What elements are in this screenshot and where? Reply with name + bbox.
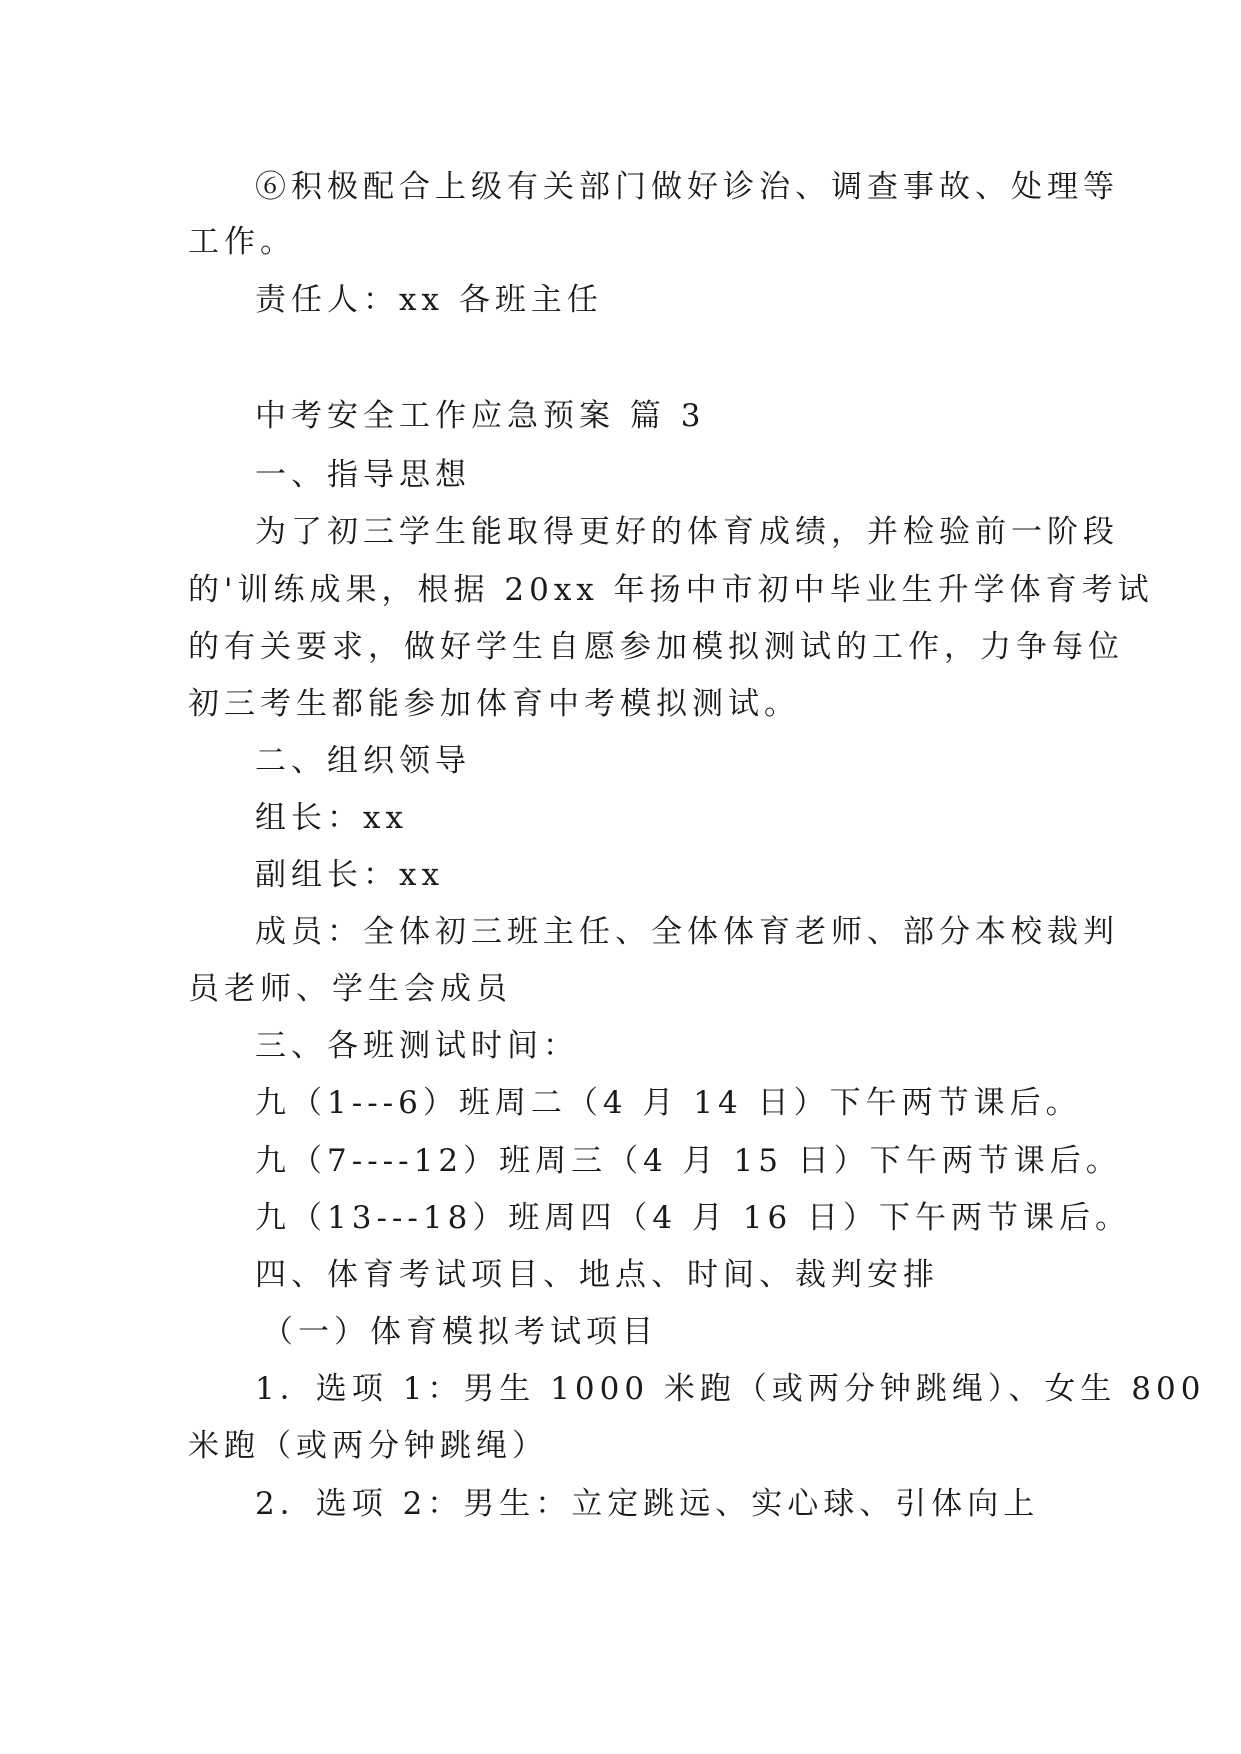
paragraph-line: 员老师、学生会成员	[188, 971, 512, 1007]
section-heading: 一、指导思想	[255, 457, 471, 493]
paragraph-line: 责任人：xx 各班主任	[255, 282, 603, 318]
paragraph-line: 九（7----12）班周三（4 月 15 日）下午两节课后。	[255, 1143, 1122, 1179]
paragraph-line: 副组长：xx	[255, 857, 444, 893]
paragraph-line: 为了初三学生能取得更好的体育成绩，并检验前一阶段	[255, 514, 1119, 550]
paragraph-line: 成员：全体初三班主任、全体体育老师、部分本校裁判	[255, 914, 1119, 950]
paragraph-line: 工作。	[188, 224, 296, 260]
paragraph-line: ⑥积极配合上级有关部门做好诊治、调查事故、处理等	[255, 169, 1119, 205]
paragraph-line: 2．选项 2：男生：立定跳远、实心球、引体向上	[255, 1486, 1040, 1522]
paragraph-line: 九（13---18）班周四（4 月 16 日）下午两节课后。	[255, 1200, 1132, 1236]
paragraph-line: 的有关要求，做好学生自愿参加模拟测试的工作，力争每位	[188, 629, 1124, 665]
paragraph-line: 初三考生都能参加体育中考模拟测试。	[188, 686, 800, 722]
paragraph-line: 九（1---6）班周二（4 月 14 日）下午两节课后。	[255, 1085, 1082, 1121]
section-heading: 四、体育考试项目、地点、时间、裁判安排	[255, 1257, 939, 1293]
section-title: 中考安全工作应急预案 篇 3	[255, 398, 706, 434]
paragraph-line: 的'训练成果，根据 20xx 年扬中市初中毕业生升学体育考试	[188, 572, 1154, 608]
paragraph-line: 组长：xx	[255, 800, 408, 836]
section-heading: 三、各班测试时间：	[255, 1028, 579, 1064]
subsection-heading: （一）体育模拟考试项目	[262, 1314, 658, 1350]
paragraph-line: 米跑（或两分钟跳绳）	[188, 1428, 548, 1464]
paragraph-line: 1．选项 1：男生 1000 米跑（或两分钟跳绳）、女生 800	[255, 1371, 1206, 1407]
section-heading: 二、组织领导	[255, 743, 471, 779]
